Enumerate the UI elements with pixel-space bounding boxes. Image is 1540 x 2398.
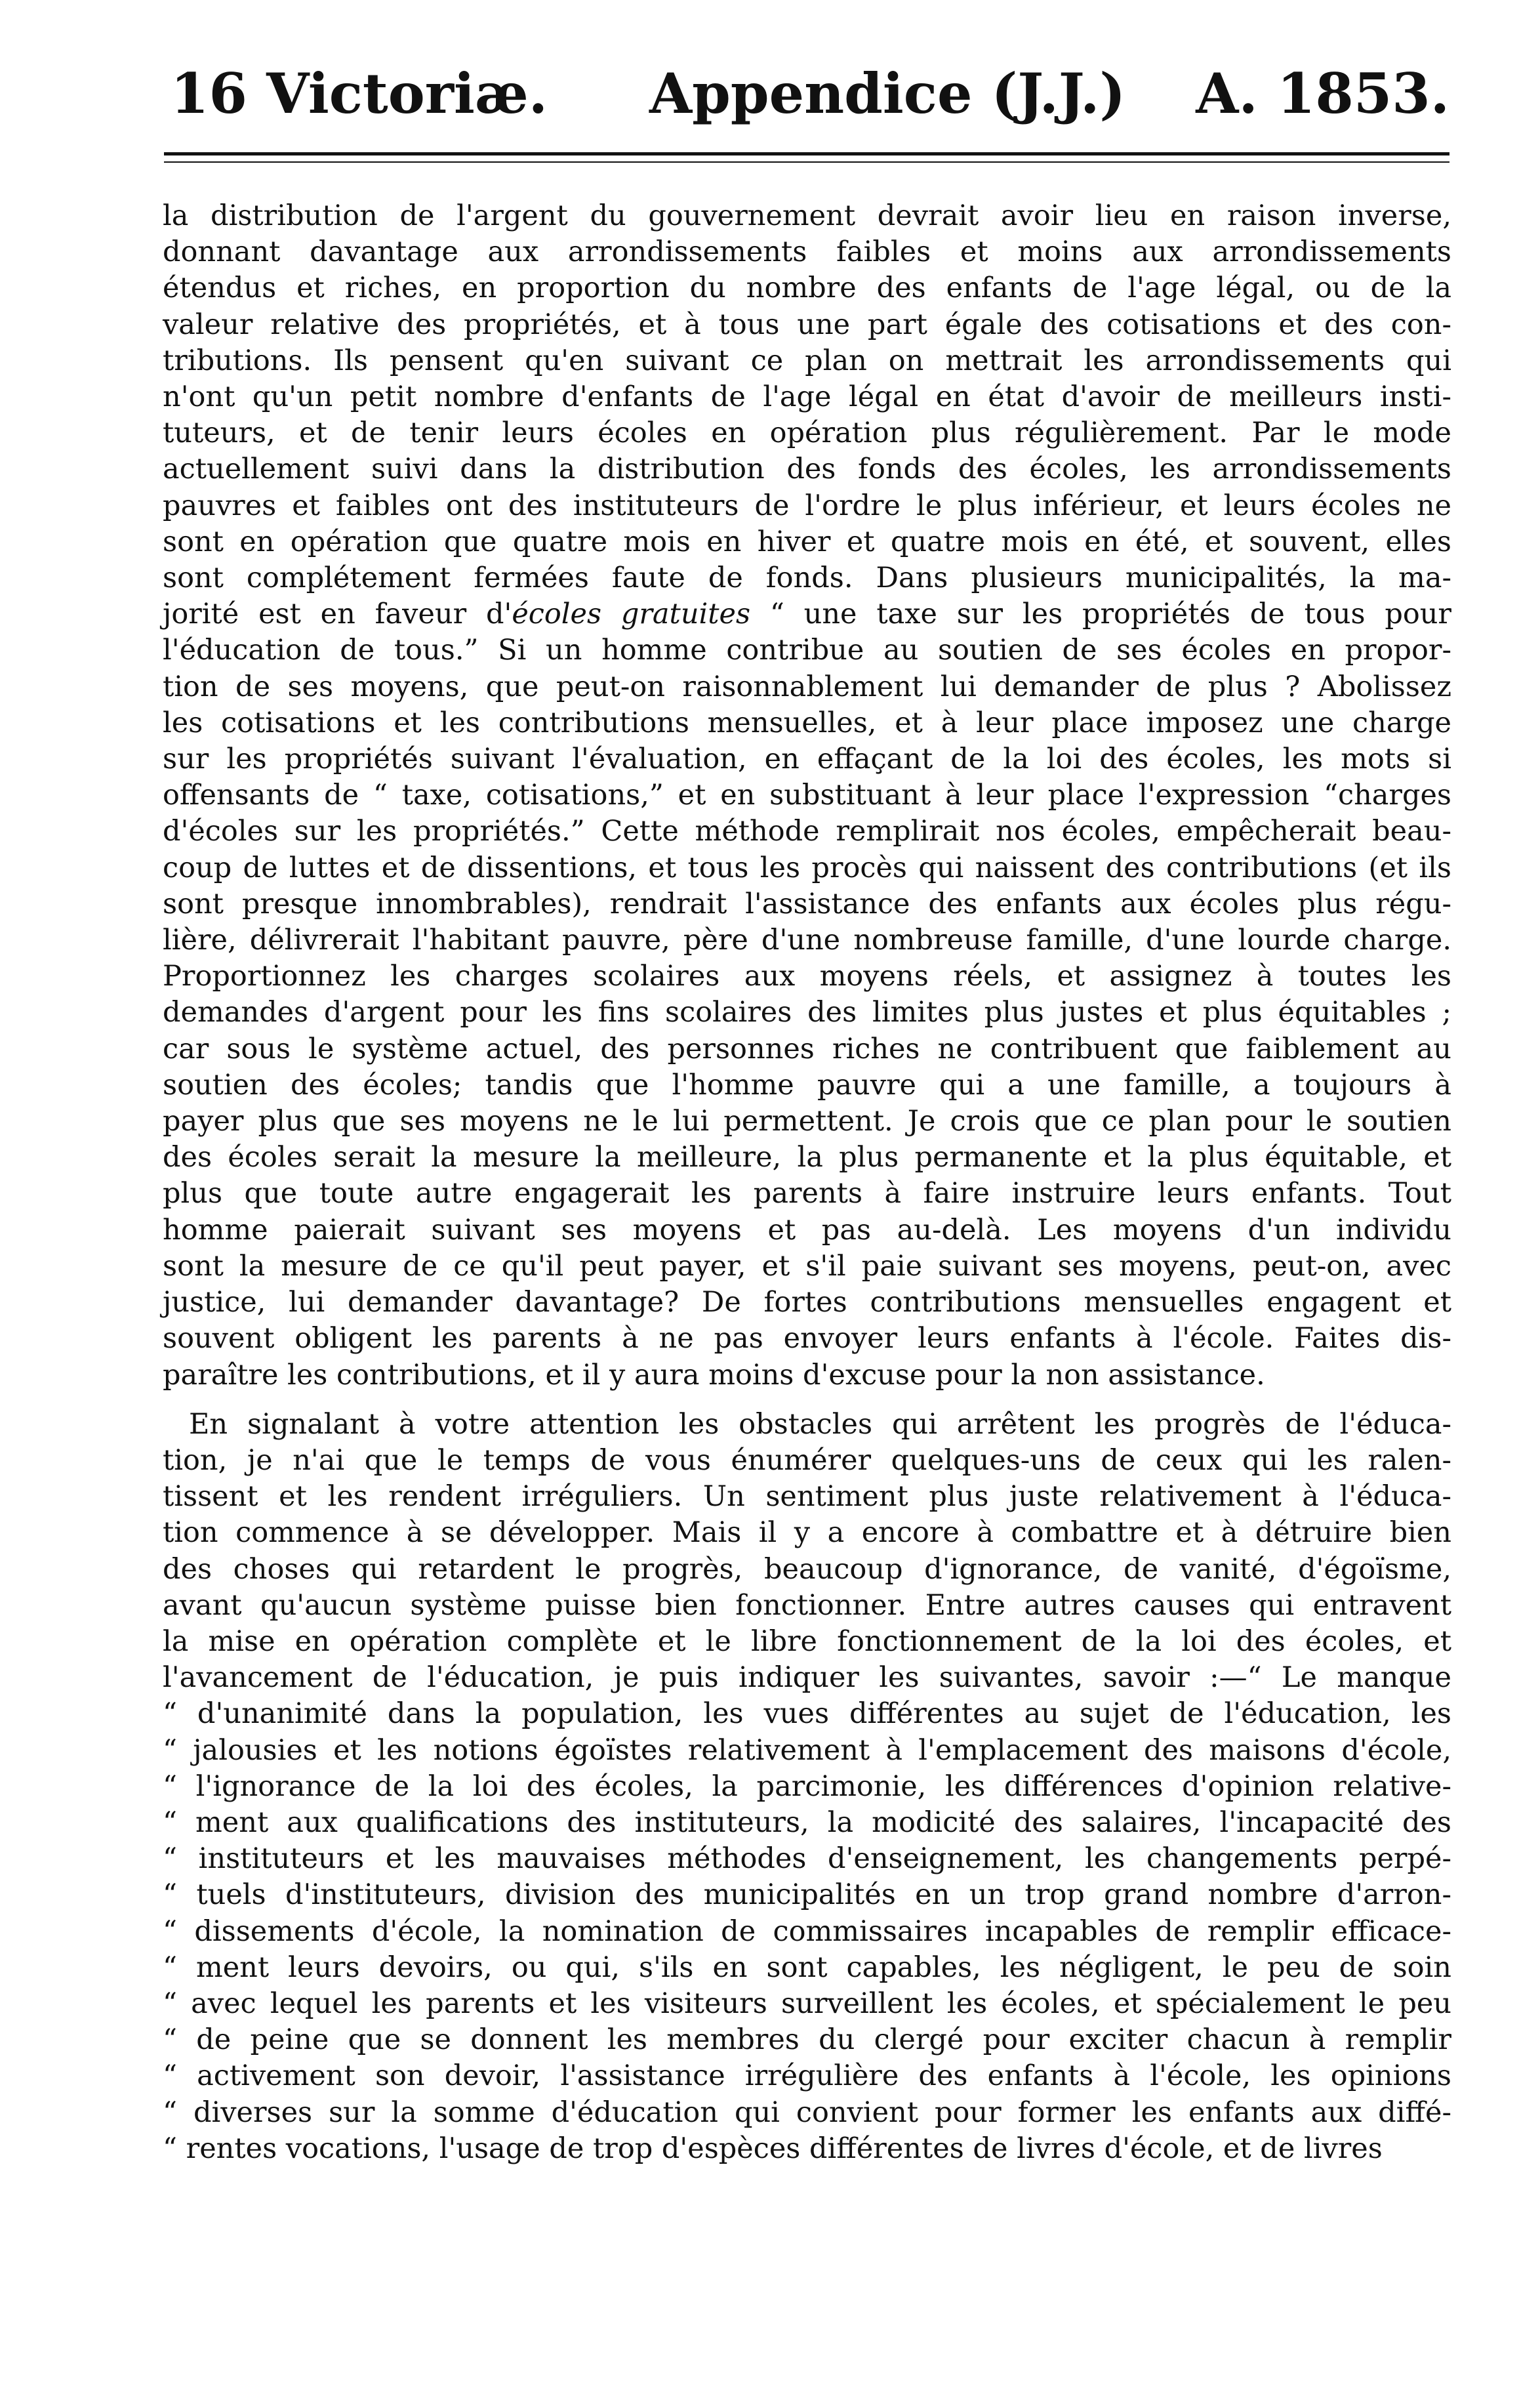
header-rule-thick — [164, 152, 1449, 155]
header-year: A. 1853. — [1196, 61, 1449, 126]
text-line: “ dissements d'école, la nomination de commissaires incapables de remplir efficace- — [163, 1914, 1451, 1948]
text-line: car sous le système actuel, des personnes riches ne contribuent que faiblement au — [163, 1032, 1451, 1065]
text-line: “ tuels d'instituteurs, division des municipalités en un trop grand nombre d'arron- — [163, 1878, 1451, 1912]
text-line: demandes d'argent pour les fins scolaires des limites plus justes et plus équitables ; — [163, 996, 1451, 1029]
text-line: la distribution de l'argent du gouvernement devrait avoir lieu en raison inverse, — [163, 199, 1451, 232]
header-rule-thin — [164, 161, 1449, 163]
text-line: “ ment aux qualifications des instituteurs, la modicité des salaires, l'incapacité des — [163, 1806, 1451, 1839]
text-line: “ diverses sur la somme d'éducation qui convient pour former les enfants aux diffé- — [163, 2096, 1451, 2129]
paragraph-2 — [163, 1407, 1451, 2167]
text-line: coup de luttes et de dissentions, et tous les procès qui naissent des contributions (et ils — [163, 851, 1451, 884]
text-line: offensants de “ taxe, cotisations,” et en substituant à leur place l'expression “charges — [163, 779, 1451, 812]
text-line: soutien des écoles; tandis que l'homme pauvre qui a une famille, a toujours à — [163, 1068, 1451, 1102]
text-line: “ ment leurs devoirs, ou qui, s'ils en sont capables, les négligent, le peu de soin — [163, 1951, 1451, 1984]
text-line: tion, je n'ai que le temps de vous énumérer quelques-uns de ceux qui les ralen- — [163, 1443, 1451, 1477]
text-line: plus que toute autre engagerait les parents à faire instruire leurs enfants. Tout — [163, 1177, 1451, 1210]
text-line: des écoles serait la mesure la meilleure, la plus permanente et la plus équitable, et — [163, 1141, 1451, 1174]
text-line: actuellement suivi dans la distribution des fonds des écoles, les arrondissements — [163, 453, 1451, 486]
header-session: 16 Victoriæ. — [171, 61, 548, 126]
body-text — [163, 198, 1451, 2167]
text-line: tion de ses moyens, que peut-on raisonnablement lui demander de plus ? Abolissez — [163, 670, 1451, 703]
text-line: sont la mesure de ce qu'il peut payer, et s'il paie suivant ses moyens, peut-on, avec — [163, 1249, 1451, 1283]
text-line: donnant davantage aux arrondissements faibles et moins aux arrondissements — [163, 236, 1451, 269]
text-line: sur les propriétés suivant l'évaluation, en effaçant de la loi des écoles, les mots si — [163, 743, 1451, 776]
text-line: n'ont qu'un petit nombre d'enfants de l'age légal en état d'avoir de meilleurs insti- — [163, 381, 1451, 414]
text-line: tuteurs, et de tenir leurs écoles en opération plus régulièrement. Par le mode — [163, 417, 1451, 450]
text-line: justice, lui demander davantage? De fortes contributions mensuelles engagent et — [163, 1286, 1451, 1319]
text-line: valeur relative des propriétés, et à tous une part égale des cotisations et des con- — [163, 308, 1451, 341]
text-line: tion commence à se développer. Mais il y a encore à combattre et à détruire bien — [163, 1516, 1451, 1550]
text-line: sont en opération que quatre mois en hiver et quatre mois en été, et souvent, elles — [163, 525, 1451, 558]
text-line: En signalant à votre attention les obstacles qui arrêtent les progrès de l'éduca- — [189, 1407, 1451, 1441]
text-line: paraître les contributions, et il y aura moins d'excuse pour la non assistance. — [163, 1358, 1265, 1392]
text-line: tributions. Ils pensent qu'en suivant ce plan on mettrait les arrondissements qui — [163, 344, 1451, 377]
text-line: “ jalousies et les notions égoïstes relativement à l'emplacement des maisons d'école, — [163, 1733, 1451, 1767]
text-line: l'avancement de l'éducation, je puis indiquer les suivantes, savoir :—“ Le manque — [163, 1661, 1451, 1695]
text-line: payer plus que ses moyens ne le lui permettent. Je crois que ce plan pour le soutien — [163, 1105, 1451, 1138]
text-line: l'éducation de tous.” Si un homme contribue au soutien de ses écoles en propor- — [163, 634, 1451, 667]
text-line: “ d'unanimité dans la population, les vues différentes au sujet de l'éducation, les — [163, 1697, 1451, 1731]
text-line: souvent obligent les parents à ne pas envoyer leurs enfants à l'école. Faites dis- — [163, 1322, 1451, 1355]
text-line: Proportionnez les charges scolaires aux moyens réels, et assignez à toutes les — [163, 960, 1451, 993]
running-header — [151, 58, 1449, 130]
text-line: des choses qui retardent le progrès, beaucoup d'ignorance, de vanité, d'égoïsme, — [163, 1552, 1451, 1586]
text-line: “ l'ignorance de la loi des écoles, la parcimonie, les différences d'opinion relative- — [163, 1769, 1451, 1803]
text-line: sont presque innombrables), rendrait l'assistance des enfants aux écoles plus régu- — [163, 887, 1451, 920]
text-line: “ rentes vocations, l'usage de trop d'espèces différentes de livres d'école, et de livres — [163, 2132, 1383, 2165]
text-line: sont complétement fermées faute de fonds. Dans plusieurs municipalités, la ma- — [163, 562, 1451, 595]
text-line: la mise en opération complète et le libre fonctionnement de la loi des écoles, et — [163, 1624, 1451, 1658]
text-line: pauvres et faibles ont des instituteurs de l'ordre le plus inférieur, et leurs écoles ne — [163, 489, 1451, 522]
italic-phrase: écoles gratuites — [512, 598, 751, 631]
text-line: étendus et riches, en proportion du nombre des enfants de l'age légal, ou de la — [163, 272, 1451, 305]
text-line: tissent et les rendent irréguliers. Un sentiment plus juste relativement à l'éduca- — [163, 1480, 1451, 1514]
text-line: “ activement son devoir, l'assistance irrégulière des enfants à l'école, les opinions — [163, 2059, 1451, 2093]
text-line: avant qu'aucun système puisse bien fonctionner. Entre autres causes qui entravent — [163, 1588, 1451, 1622]
text-line: “ instituteurs et les mauvaises méthodes d'enseignement, les changements perpé- — [163, 1842, 1451, 1876]
text-line: jorité est en faveur d'écoles gratuites “ une taxe sur les propriétés de tous pour — [163, 598, 1451, 631]
text-line: d'écoles sur les propriétés.” Cette méthode remplirait nos écoles, empêcherait beau- — [163, 815, 1451, 848]
text-line: “ de peine que se donnent les membres du clergé pour exciter chacun à remplir — [163, 2023, 1451, 2057]
text-line: lière, délivrerait l'habitant pauvre, père d'une nombreuse famille, d'une lourde charge. — [163, 924, 1451, 957]
text-line: homme paierait suivant ses moyens et pas au-delà. Les moyens d'un individu — [163, 1213, 1451, 1247]
header-appendix: Appendice (J.J.) — [649, 61, 1126, 126]
paragraph-1 — [163, 198, 1451, 1394]
text-line: les cotisations et les contributions mensuelles, et à leur place imposez une charge — [163, 706, 1451, 739]
text-line: “ avec lequel les parents et les visiteurs surveillent les écoles, et spécialement le peu — [163, 1987, 1451, 2020]
